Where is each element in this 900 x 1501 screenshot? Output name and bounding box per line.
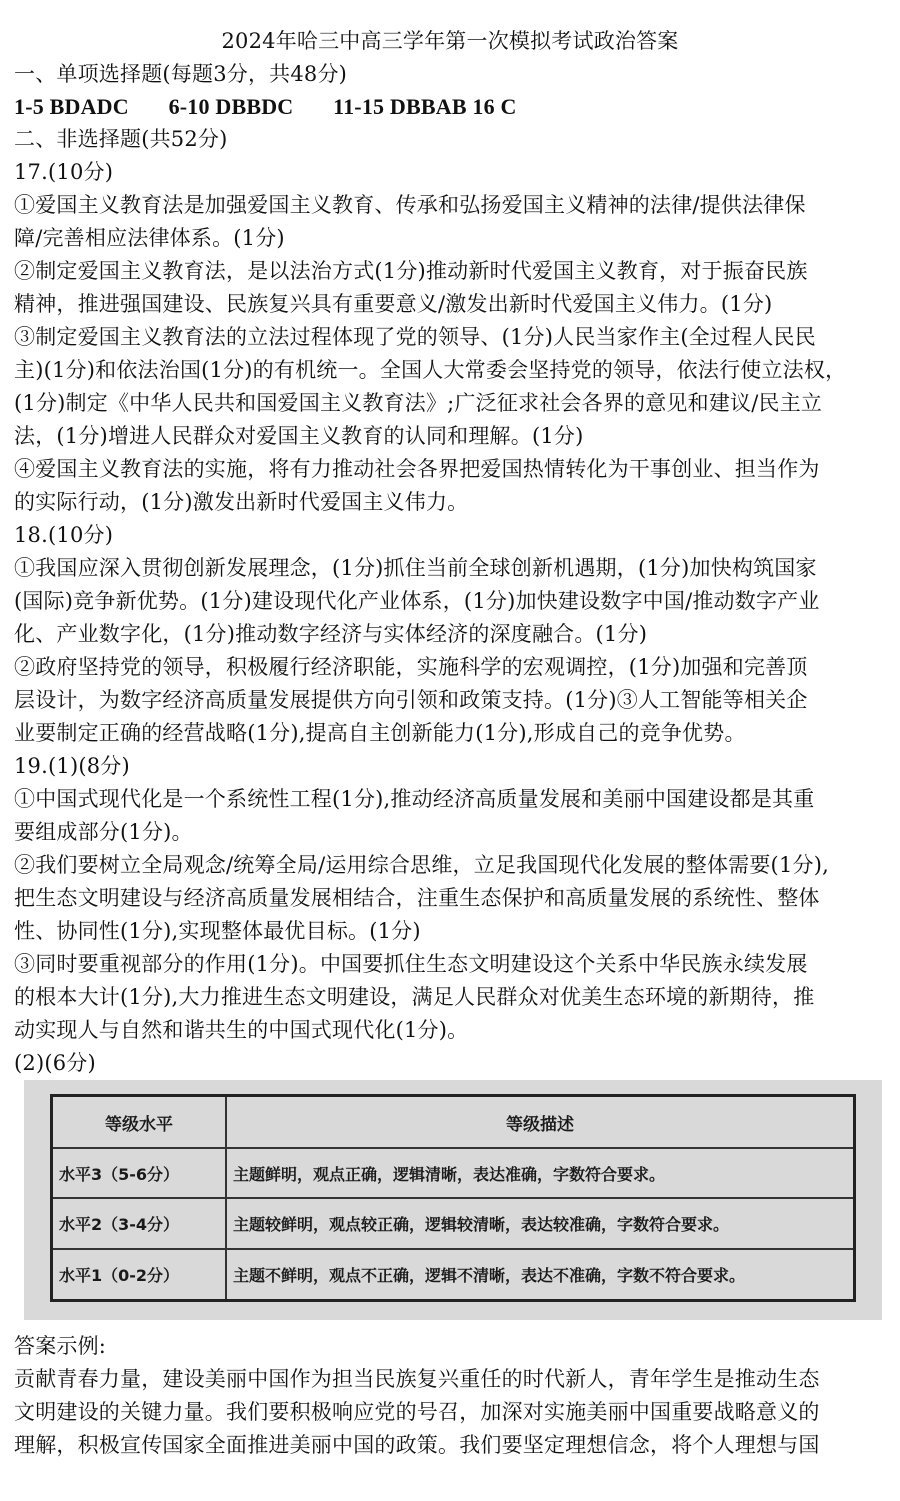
table-row: [52, 1249, 855, 1301]
q17-heading: 17.(10分): [14, 160, 114, 184]
q19-text: ②我们要树立全局观念/统筹全局/运用综合思维，立足我国现代化发展的整体需要(1分),: [14, 853, 829, 877]
document-title: 2024年哈三中高三学年第一次模拟考试政治答案: [221, 29, 679, 53]
q19-text: 的根本大计(1分),大力推进生态文明建设，满足人民群众对优美生态环境的新期待，推: [14, 985, 815, 1009]
q17-text: ③制定爱国主义教育法的立法过程体现了党的领导、(1分)人民当家作主(全过程人民民: [14, 325, 816, 349]
q19-part2-heading: (2)(6分): [14, 1051, 96, 1075]
level-cell: 水平2（3-4分）: [52, 1198, 227, 1248]
level-cell: 水平3（5-6分）: [52, 1148, 227, 1198]
section1-heading: 一、单项选择题(每题3分，共48分): [14, 62, 348, 86]
section2-heading: 二、非选择题(共52分): [14, 127, 228, 151]
q18-text: ①我国应深入贯彻创新发展理念，(1分)抓住当前全球创新机遇期，(1分)加快构筑国家: [14, 556, 817, 580]
q17-text: ①爱国主义教育法是加强爱国主义教育、传承和弘扬爱国主义精神的法律/提供法律保: [14, 193, 806, 217]
column-header-description: 等级描述: [226, 1096, 855, 1149]
q19-heading: 19.(1)(8分): [14, 754, 130, 778]
example-text: 理解，积极宣传国家全面推进美丽中国的政策。我们要坚定理想信念，将个人理想与国: [14, 1433, 820, 1457]
q19-text: 要组成部分(1分)。: [14, 820, 193, 844]
example-text: 贡献青春力量，建设美丽中国作为担当民族复兴重任的时代新人，青年学生是推动生态: [14, 1367, 820, 1391]
q17-text: 的实际行动，(1分)激发出新时代爱国主义伟力。: [14, 490, 469, 514]
q17-text: ④爱国主义教育法的实施，将有力推动社会各界把爱国热情转化为干事创业、担当作为: [14, 457, 820, 481]
q18-text: 层设计，为数字经济高质量发展提供方向引领和政策支持。(1分)③人工智能等相关企: [14, 688, 808, 712]
table-row: [52, 1198, 855, 1248]
mc-answer-group: 11-15 DBBAB 16 C: [333, 94, 517, 119]
q17-text: 精神，推进强国建设、民族复兴具有重要意义/激发出新时代爱国主义伟力。(1分): [14, 292, 773, 316]
q19-text: 把生态文明建设与经济高质量发展相结合，注重生态保护和高质量发展的系统性、整体: [14, 886, 820, 910]
level-cell: 水平1（0-2分）: [52, 1249, 227, 1301]
table-header-row: [52, 1096, 855, 1149]
q17-text: 法，(1分)增进人民群众对爱国主义教育的认同和理解。(1分): [14, 424, 584, 448]
q18-text: 化、产业数字化，(1分)推动数字经济与实体经济的深度融合。(1分): [14, 622, 648, 646]
description-cell: 主题较鲜明，观点较正确，逻辑较清晰，表达较准确，字数符合要求。: [226, 1198, 855, 1248]
description-cell: 主题鲜明，观点正确，逻辑清晰，表达准确，字数符合要求。: [226, 1148, 855, 1198]
mc-answers: [14, 92, 886, 122]
column-header-level: 等级水平: [52, 1096, 227, 1149]
example-heading: 答案示例:: [14, 1334, 107, 1358]
description-cell: 主题不鲜明，观点不正确，逻辑不清晰，表达不准确，字数不符合要求。: [226, 1249, 855, 1301]
q18-text: (国际)竞争新优势。(1分)建设现代化产业体系，(1分)加快建设数字中国/推动数字产业: [14, 589, 820, 613]
example-text: 文明建设的关键力量。我们要积极响应党的号召，加深对实施美丽中国重要战略意义的: [14, 1400, 820, 1424]
q17-text: 障/完善相应法律体系。(1分): [14, 226, 285, 250]
grading-table: [50, 1094, 856, 1302]
grading-table-scan: [24, 1080, 882, 1320]
mc-answer-group: 1-5 BDADC: [14, 94, 129, 119]
table-row: [52, 1148, 855, 1198]
q19-text: ③同时要重视部分的作用(1分)。中国要抓住生态文明建设这个关系中华民族永续发展: [14, 952, 808, 976]
q17-text: (1分)制定《中华人民共和国爱国主义教育法》;广泛征求社会各界的意见和建议/民主立: [14, 391, 823, 415]
mc-answer-group: 6-10 DBBDC: [168, 94, 294, 119]
q18-text: 业要制定正确的经营战略(1分),提高自主创新能力(1分),形成自己的竞争优势。: [14, 721, 746, 745]
q19-text: 动实现人与自然和谐共生的中国式现代化(1分)。: [14, 1018, 469, 1042]
q18-heading: 18.(10分): [14, 523, 114, 547]
q19-text: ①中国式现代化是一个系统性工程(1分),推动经济高质量发展和美丽中国建设都是其重: [14, 787, 815, 811]
q17-text: ②制定爱国主义教育法，是以法治方式(1分)推动新时代爱国主义教育，对于振奋民族: [14, 259, 808, 283]
q19-text: 性、协同性(1分),实现整体最优目标。(1分): [14, 919, 421, 943]
q17-text: 主)(1分)和依法治国(1分)的有机统一。全国人大常委会坚持党的领导，依法行使立法权，: [14, 358, 847, 382]
q18-text: ②政府坚持党的领导，积极履行经济职能，实施科学的宏观调控，(1分)加强和完善顶: [14, 655, 808, 679]
